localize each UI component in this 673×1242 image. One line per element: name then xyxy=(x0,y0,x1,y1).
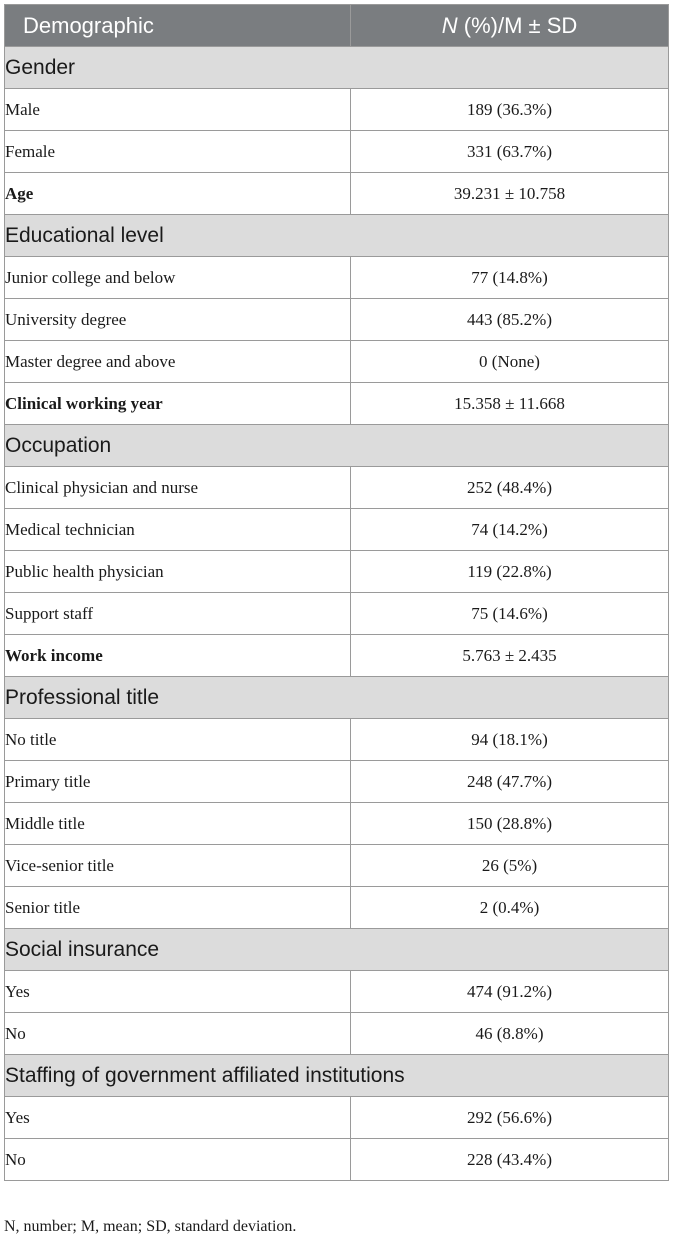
row-label: Work income xyxy=(5,635,351,677)
row-label: No xyxy=(5,1139,351,1181)
row-value: 39.231 ± 10.758 xyxy=(351,173,669,215)
table-footnote: N, number; M, mean; SD, standard deviation. xyxy=(4,1218,297,1235)
row-label: Public health physician xyxy=(5,551,351,593)
row-label: Clinical working year xyxy=(5,383,351,425)
row-value: 474 (91.2%) xyxy=(351,971,669,1013)
header-demographic: Demographic xyxy=(5,5,351,47)
row-label: University degree xyxy=(5,299,351,341)
row-value: 94 (18.1%) xyxy=(351,719,669,761)
row-value: 331 (63.7%) xyxy=(351,131,669,173)
section-title: Professional title xyxy=(5,677,669,719)
row-label: Senior title xyxy=(5,887,351,929)
table-row xyxy=(5,467,669,509)
row-label: Clinical physician and nurse xyxy=(5,467,351,509)
row-label: Master degree and above xyxy=(5,341,351,383)
table-row xyxy=(5,341,669,383)
row-label: Female xyxy=(5,131,351,173)
row-value: 443 (85.2%) xyxy=(351,299,669,341)
header-statistic-rest: (%)/M ± SD xyxy=(457,12,578,38)
row-value: 150 (28.8%) xyxy=(351,803,669,845)
table-row xyxy=(5,131,669,173)
row-value: 248 (47.7%) xyxy=(351,761,669,803)
table-row xyxy=(5,257,669,299)
section-row xyxy=(5,425,669,467)
table-row xyxy=(5,509,669,551)
row-label: No title xyxy=(5,719,351,761)
row-value: 0 (None) xyxy=(351,341,669,383)
section-row xyxy=(5,215,669,257)
row-label: No xyxy=(5,1013,351,1055)
table-row xyxy=(5,845,669,887)
row-value: 252 (48.4%) xyxy=(351,467,669,509)
table-row xyxy=(5,761,669,803)
header-statistic-italic: N xyxy=(441,12,458,38)
table-row xyxy=(5,173,669,215)
row-label: Yes xyxy=(5,971,351,1013)
table-header xyxy=(5,5,669,47)
table-row xyxy=(5,551,669,593)
row-label: Vice-senior title xyxy=(5,845,351,887)
table-row xyxy=(5,971,669,1013)
header-statistic xyxy=(351,5,669,47)
table-row xyxy=(5,803,669,845)
row-value: 228 (43.4%) xyxy=(351,1139,669,1181)
section-title: Educational level xyxy=(5,215,669,257)
row-value: 26 (5%) xyxy=(351,845,669,887)
row-value: 75 (14.6%) xyxy=(351,593,669,635)
row-value: 46 (8.8%) xyxy=(351,1013,669,1055)
row-label: Primary title xyxy=(5,761,351,803)
section-row xyxy=(5,47,669,89)
table-row xyxy=(5,635,669,677)
table-row xyxy=(5,1013,669,1055)
table-body xyxy=(5,47,669,1181)
row-label: Medical technician xyxy=(5,509,351,551)
row-label: Middle title xyxy=(5,803,351,845)
row-value: 189 (36.3%) xyxy=(351,89,669,131)
section-row xyxy=(5,1055,669,1097)
table-row xyxy=(5,89,669,131)
section-title: Staffing of government affiliated institutions xyxy=(5,1055,669,1097)
table-row xyxy=(5,887,669,929)
row-value: 292 (56.6%) xyxy=(351,1097,669,1139)
table-row xyxy=(5,299,669,341)
table-row xyxy=(5,719,669,761)
header-row xyxy=(5,5,669,47)
row-label: Support staff xyxy=(5,593,351,635)
demographics-table xyxy=(4,4,669,1181)
section-row xyxy=(5,677,669,719)
table-row xyxy=(5,383,669,425)
section-row xyxy=(5,929,669,971)
row-value: 77 (14.8%) xyxy=(351,257,669,299)
row-value: 2 (0.4%) xyxy=(351,887,669,929)
row-label: Male xyxy=(5,89,351,131)
section-title: Occupation xyxy=(5,425,669,467)
table-row xyxy=(5,1097,669,1139)
table-row xyxy=(5,593,669,635)
row-value: 119 (22.8%) xyxy=(351,551,669,593)
section-title: Gender xyxy=(5,47,669,89)
table-row xyxy=(5,1139,669,1181)
section-title: Social insurance xyxy=(5,929,669,971)
row-value: 74 (14.2%) xyxy=(351,509,669,551)
row-value: 15.358 ± 11.668 xyxy=(351,383,669,425)
row-label: Yes xyxy=(5,1097,351,1139)
row-value: 5.763 ± 2.435 xyxy=(351,635,669,677)
row-label: Junior college and below xyxy=(5,257,351,299)
row-label: Age xyxy=(5,173,351,215)
